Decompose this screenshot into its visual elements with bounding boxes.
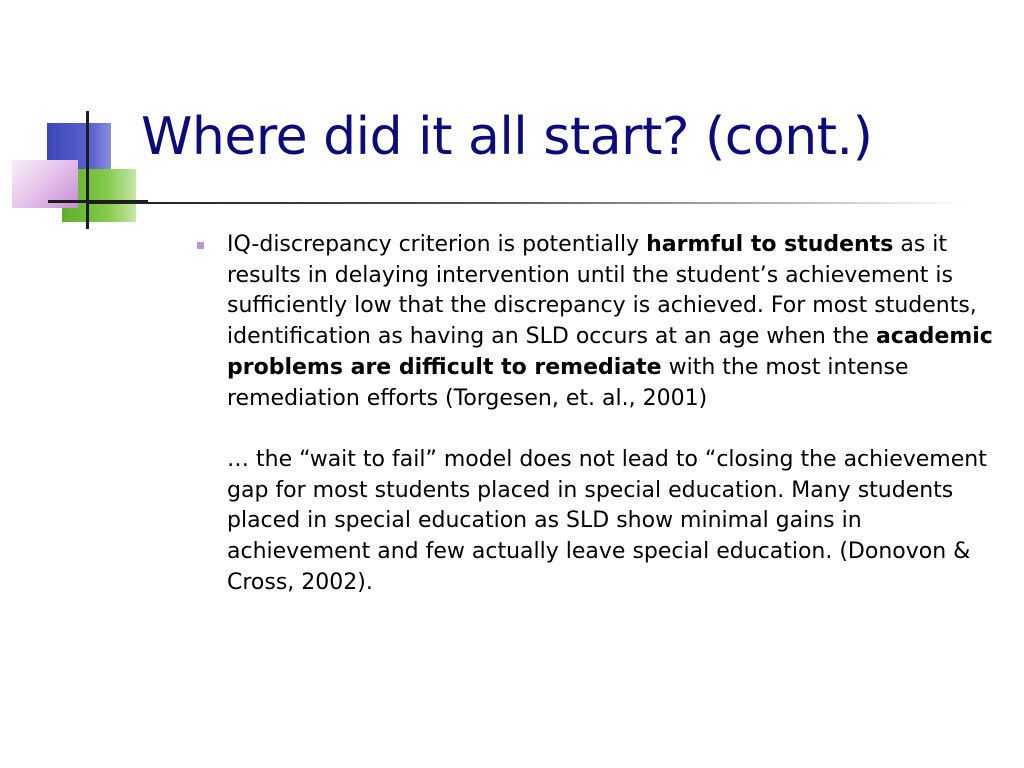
paragraph-1-text-c: with the most intense remediation efforts (Torgesen, et. al., 2001)	[227, 354, 909, 411]
paragraph-1-bold-b: academic problems are difficult to remediate	[227, 324, 993, 380]
paragraph-1-text-a: IQ-discrepancy criterion is potentially	[227, 232, 647, 257]
paragraph-1-text-b: as it results in delaying intervention until the student’s achievement is sufficiently low that the discrepancy is achieved. For most students, identification as having an SLD occurs at an age when the	[227, 232, 977, 350]
slide-body	[195, 230, 1000, 598]
bullet-paragraph-1	[227, 230, 1000, 414]
bullet-item	[195, 230, 1000, 598]
slide-title: Where did it all start? (cont.)	[141, 107, 873, 167]
decorative-squares-logo	[0, 0, 150, 240]
vertical-line	[86, 111, 89, 229]
bullet-paragraph-2: … the “wait to fail” model does not lead to “closing the achievement gap for most students placed in special education. Many students placed in special education as SLD show minimal gains in achievement and few actually leave special education. (Donovon & Cross, 2002).	[227, 446, 987, 595]
square-bullet-icon	[197, 242, 204, 249]
paragraph-1-bold-a: harmful to students	[646, 232, 894, 257]
title-underline	[88, 202, 968, 204]
